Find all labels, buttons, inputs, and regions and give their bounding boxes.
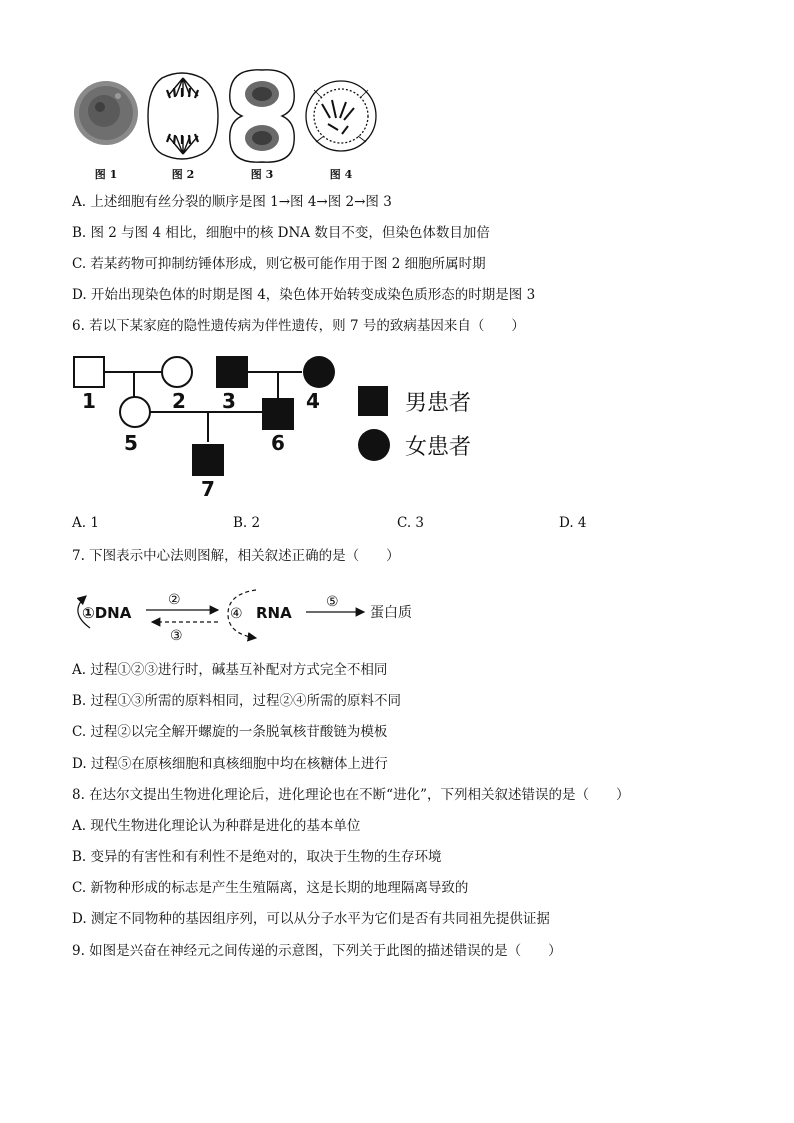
q5-option-c: C. 若某药物可抑制纺锤体形成，则它极可能作用于图 2 细胞所属时期 (72, 256, 486, 272)
q6-stem: 6. 若以下某家庭的隐性遗传病为伴性遗传，则 7 号的致病基因来自（ ） (72, 318, 525, 334)
q7-stem: 7. 下图表示中心法则图解，相关叙述正确的是（ ） (72, 548, 400, 564)
legend-male-label: 男患者 (405, 391, 472, 416)
legend-female-label: 女患者 (405, 435, 472, 460)
q5-option-d: D. 开始出现染色体的时期是图 4，染色体开始转变成染色质形态的时期是图 3 (72, 287, 536, 303)
figure-4-caption: 图 4 (329, 168, 353, 181)
pedigree-label-5: 5 (124, 431, 138, 455)
q6-option-b: B. 2 (233, 515, 261, 531)
pedigree-label-3: 3 (222, 389, 236, 413)
pedigree-label-6: 6 (271, 431, 285, 455)
figure-2-cell (148, 73, 218, 159)
dogma-process-2: ② (168, 592, 181, 608)
figure-3-cell (230, 70, 295, 162)
q8-stem: 8. 在达尔文提出生物进化理论后，进化理论也在不断“进化”，下列相关叙述错误的是（ ） (72, 787, 630, 803)
figure-2-caption: 图 2 (171, 168, 195, 181)
q8-option-d: D. 测定不同物种的基因组序列，可以从分子水平为它们是否有共同祖先提供证据 (72, 911, 550, 927)
pedigree-label-7: 7 (201, 477, 215, 500)
q8-option-c: C. 新物种形成的标志是产生生殖隔离，这是长期的地理隔离导致的 (72, 880, 469, 896)
q7-option-c: C. 过程②以完全解开螺旋的一条脱氧核苷酸链为模板 (72, 724, 388, 740)
figure-1-caption: 图 1 (94, 168, 118, 181)
q5-option-b: B. 图 2 与图 4 相比，细胞中的核 DNA 数目不变，但染色体数目加倍 (72, 225, 490, 241)
pedigree-label-2: 2 (172, 389, 186, 413)
pedigree-individual-3 (216, 356, 248, 388)
q7-option-d: D. 过程⑤在原核细胞和真核细胞中均在核糖体上进行 (72, 756, 388, 772)
pedigree-chart (70, 350, 500, 500)
q8-option-b: B. 变异的有害性和有利性不是绝对的，取决于生物的生存环境 (72, 849, 442, 865)
figure-4-cell (306, 81, 376, 151)
legend-female-symbol (358, 429, 390, 461)
figure-1-cell (74, 81, 138, 145)
pedigree-individual-4 (303, 356, 335, 388)
pedigree-svg (70, 350, 500, 500)
figure-3-caption: 图 3 (250, 168, 274, 181)
dogma-protein: 蛋白质 (370, 605, 412, 621)
dogma-process-5: ⑤ (326, 594, 339, 610)
dogma-dna: ①DNA (82, 604, 132, 622)
legend-male-symbol (358, 386, 388, 416)
dogma-process-3: ③ (170, 628, 183, 644)
q6-option-d: D. 4 (559, 515, 587, 531)
q7-option-a: A. 过程①②③进行时，碱基互补配对方式完全不相同 (72, 662, 388, 678)
cell-figures (70, 66, 380, 184)
q5-option-a: A. 上述细胞有丝分裂的顺序是图 1→图 4→图 2→图 3 (72, 194, 392, 210)
q8-option-a: A. 现代生物进化理论认为种群是进化的基本单位 (72, 818, 361, 834)
pedigree-individual-7 (192, 444, 224, 476)
pedigree-individual-6 (262, 398, 294, 430)
dogma-process-4: ④ (230, 606, 243, 622)
q7-option-b: B. 过程①③所需的原料相同，过程②④所需的原料不同 (72, 693, 402, 709)
pedigree-label-1: 1 (82, 389, 96, 413)
cell-images (70, 66, 380, 166)
pedigree-individual-1 (74, 357, 104, 387)
central-dogma-diagram (72, 584, 432, 644)
dogma-rna: RNA (256, 604, 292, 622)
q9-stem: 9. 如图是兴奋在神经元之间传递的示意图，下列关于此图的描述错误的是（ ） (72, 943, 562, 959)
q6-option-c: C. 3 (397, 515, 425, 531)
pedigree-label-4: 4 (306, 389, 320, 413)
pedigree-individual-5 (120, 397, 150, 427)
pedigree-individual-2 (162, 357, 192, 387)
q6-option-a: A. 1 (72, 515, 99, 531)
central-dogma-svg (72, 584, 432, 644)
